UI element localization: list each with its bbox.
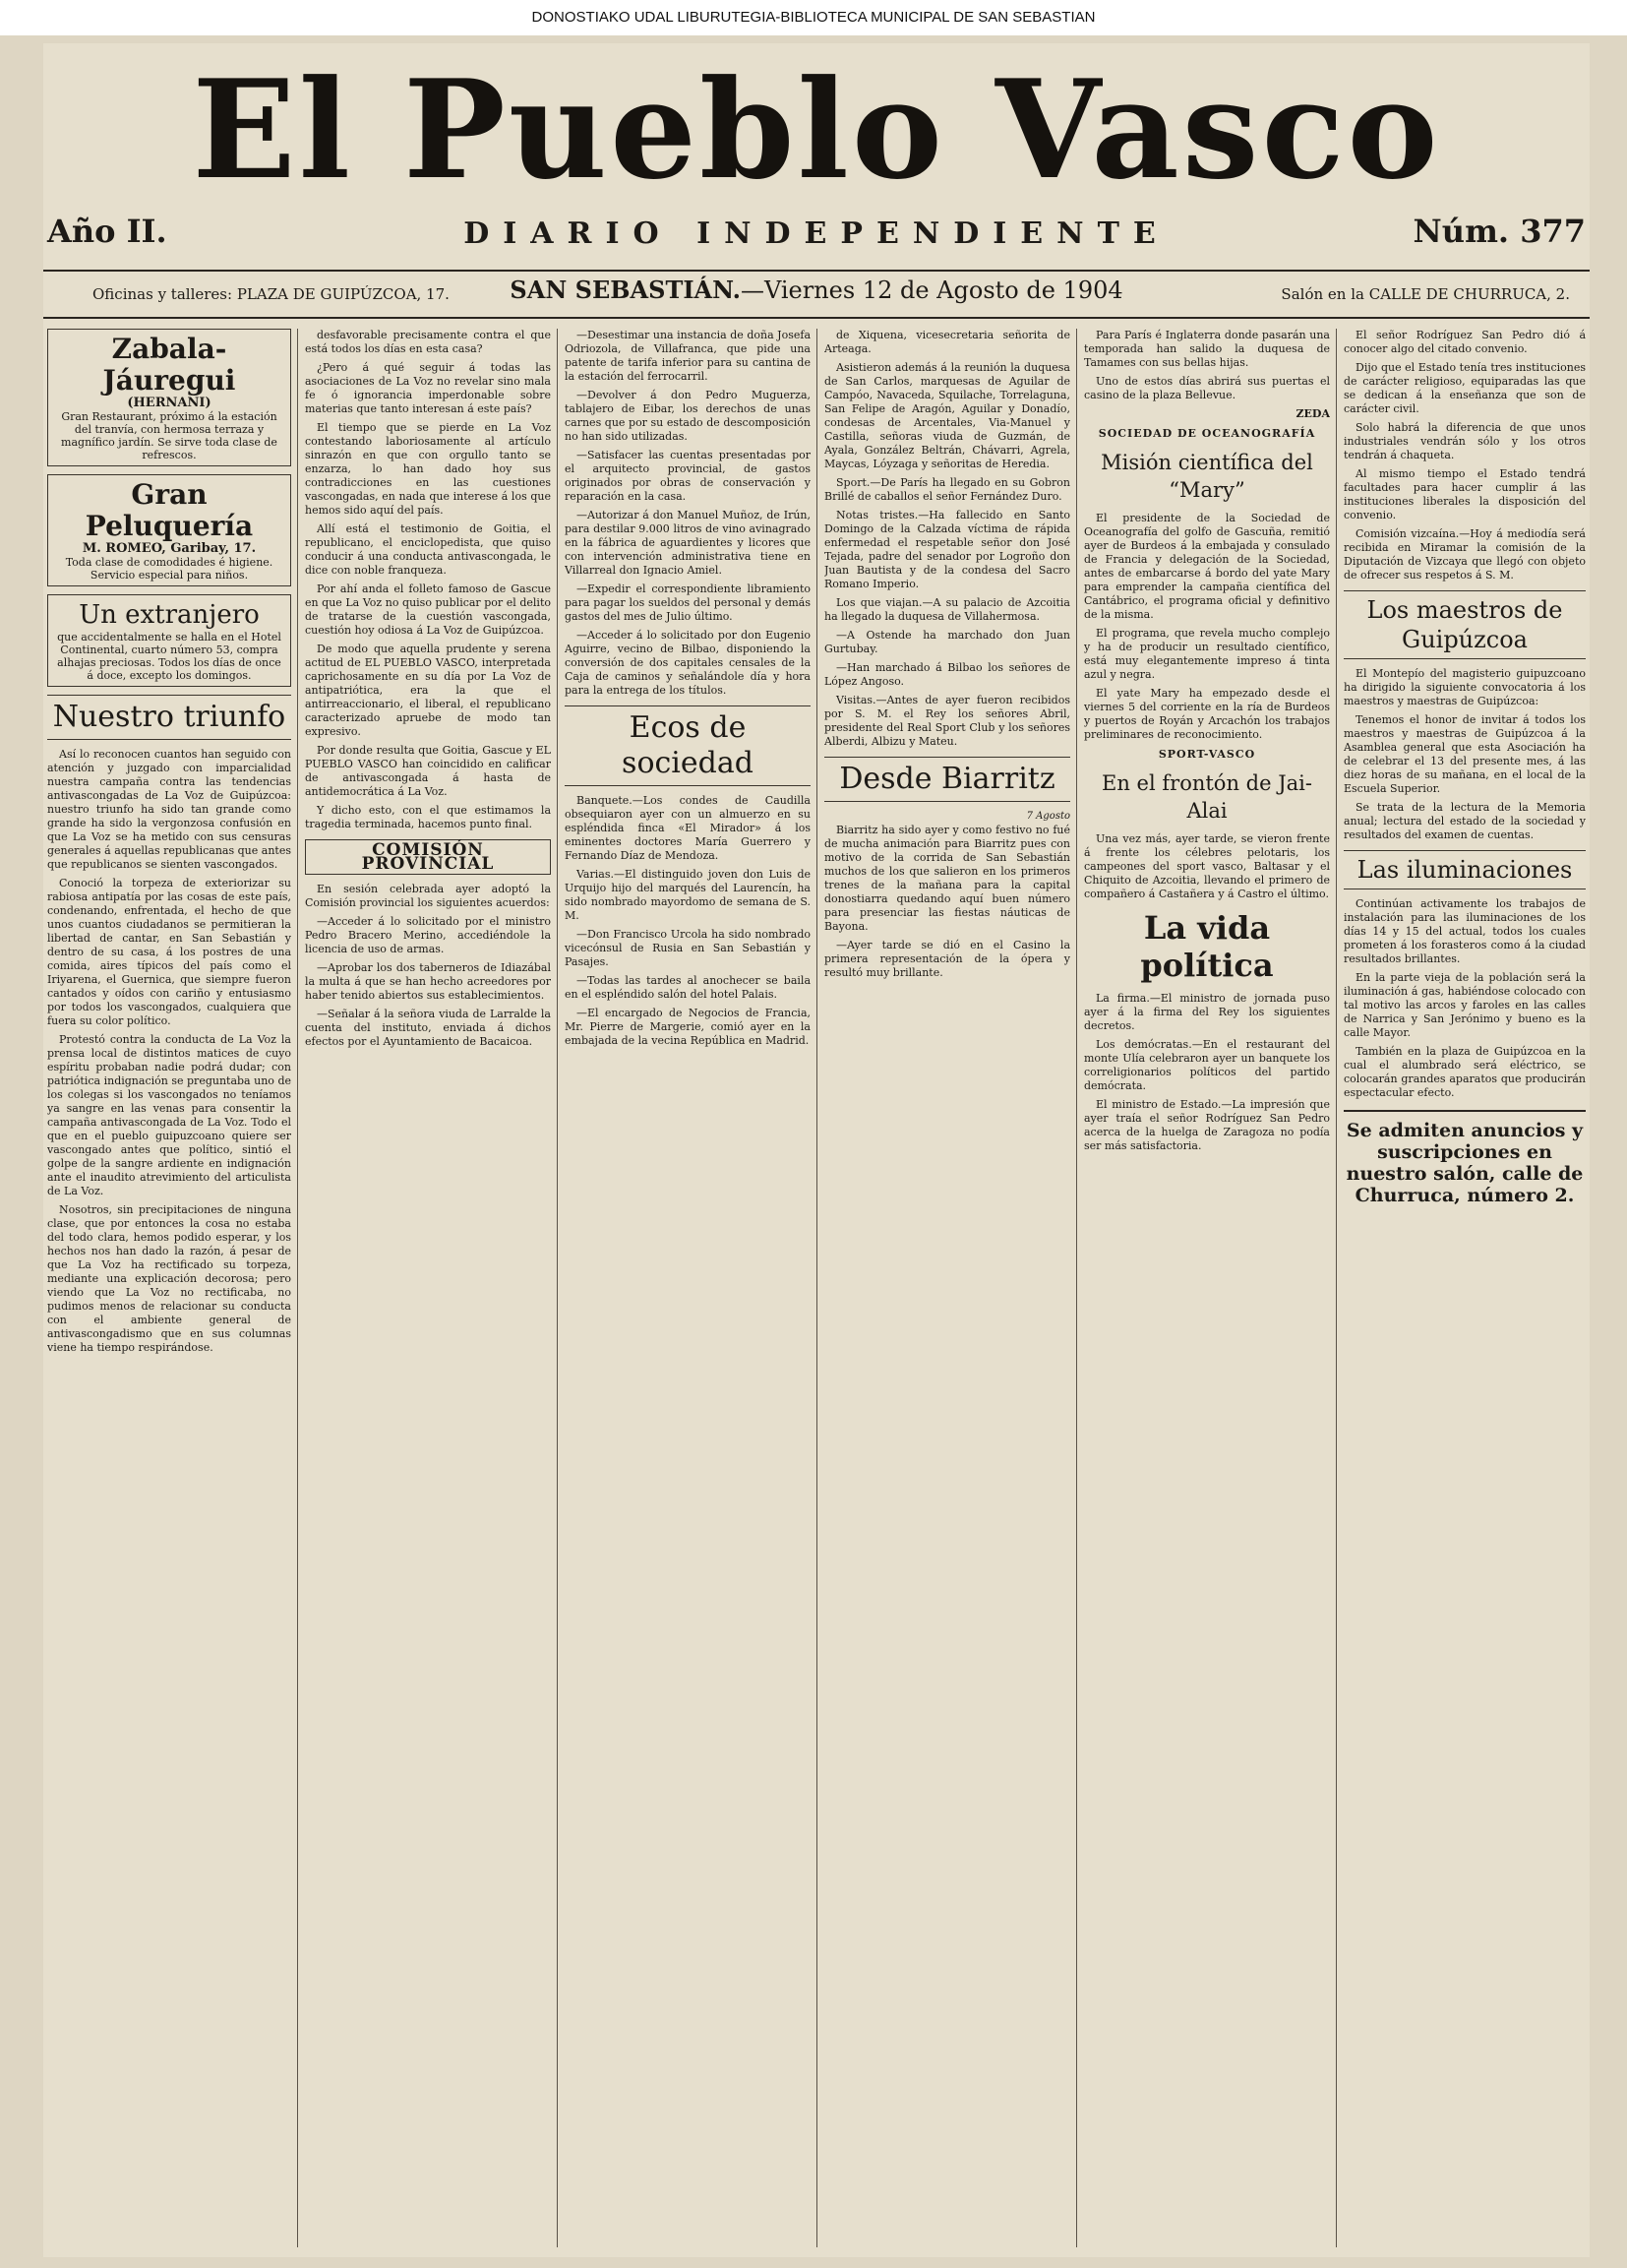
headline-iluminaciones: Las iluminaciones <box>1344 850 1586 889</box>
column-divider <box>557 329 558 2247</box>
masthead-subtitle: DIARIO INDEPENDIENTE <box>463 216 1170 251</box>
headline-desde-biarritz: Desde Biarritz <box>824 757 1070 802</box>
paragraph: Así lo reconocen cuantos han seguido con atención y juzgado con imparcialidad nuestra campaña contra las tendencias antivascongadas de La Voz de Guipúzcoa: nuestro triunfo ha sido tan grande como grande ha sido la vergonzosa confusión en que La Voz se ha metido con sus censuras generales á aquellas republicanas que antes que republicanos se sienten vascongados. <box>47 748 291 871</box>
paragraph: Sport.—De París ha llegado en su Gobron Brillé de caballos el señor Fernández Duro. <box>824 476 1070 503</box>
paragraph: —El encargado de Negocios de Francia, Mr. Pierre de Margerie, comió ayer en la embajada de la vecina República en Madrid. <box>565 1007 811 1047</box>
archive-header: DONOSTIAKO UDAL LIBURUTEGIA-BIBLIOTECA MUNICIPAL DE SAN SEBASTIAN <box>0 0 1627 35</box>
paragraph: El tiempo que se pierde en La Voz contestando laboriosamente al artículo sinrazón en que con orgullo tanto se enzarza, lo han dado hoy sus contradicciones en las cuestiones vascongadas, en nada que interese á los que hemos sido aquí del país. <box>305 421 551 517</box>
paragraph: Nosotros, sin precipitaciones de ninguna clase, que por entonces la cosa no estaba del todo clara, hemos podido esperar, y los hechos nos han dado la razón, á pesar de que La Voz ha rectificado su torpeza, mediante una explicación decorosa; pero viendo que La Voz no rectificaba, no pudimos menos de relacionar su conducta con el ambiente general de antivascongadismo que en sus columnas viene ha tiempo respirándose. <box>47 1203 291 1354</box>
ad-title: Zabala-Jáuregui <box>102 333 236 397</box>
paragraph: —Don Francisco Urcola ha sido nombrado vicecónsul de Rusia en San Sebastián y Pasajes. <box>565 928 811 968</box>
column-4 <box>824 329 1070 2247</box>
headline-ecos-de-sociedad: Ecos de sociedad <box>565 705 811 786</box>
paragraph: de Xiquena, vicesecretaria señorita de Arteaga. <box>824 329 1070 355</box>
paragraph: Tenemos el honor de invitar á todos los maestros y maestras de Guipúzcoa á la Asamblea general que esta Asociación ha de celebrar el 13 del presente mes, á las diez horas de su mañana, en el local de la Escuela Superior. <box>1344 713 1586 795</box>
dateline-date: —Viernes 12 de Agosto de 1904 <box>740 276 1123 304</box>
paragraph: El programa, que revela mucho complejo y ha de producir un resultado científico, está muy elegantemente impreso á tinta azul y negra. <box>1084 627 1330 681</box>
headline-vida-politica: La vida política <box>1140 909 1274 984</box>
dateline-city: SAN SEBASTIÁN. <box>510 276 741 304</box>
column-3 <box>565 329 811 2247</box>
masthead-rule <box>43 270 1590 272</box>
paragraph: También en la plaza de Guipúzcoa en la cual el alumbrado será eléctrico, se colocarán grandes aparatos que producirán espectacular efecto. <box>1344 1045 1586 1099</box>
paragraph: —Ayer tarde se dió en el Casino la primera representación de la ópera y resultó muy brillante. <box>824 939 1070 979</box>
paragraph: El yate Mary ha empezado desde el viernes 5 del corriente en la ría de Burdeos y puertos de Royán y Arcachón los trabajos preliminares de reconocimiento. <box>1084 687 1330 741</box>
paragraph: Por ahí anda el folleto famoso de Gascue en que La Voz no quiso publicar por el delito de tratarse de la cuestión vascongada, cuestión hoy odiosa á La Voz de Guipúzcoa. <box>305 582 551 637</box>
paragraph: Una vez más, ayer tarde, se vieron frente á frente los célebres pelotaris, los campeones del sport vasco, Baltasar y el Chiquito de Azcoitia, llevando el primero de compañero á Castañera y á Castro el último. <box>1084 832 1330 900</box>
column-divider <box>1336 329 1337 2247</box>
article-dateline: 7 Agosto <box>1026 811 1070 822</box>
ad-peluqueria <box>47 474 291 586</box>
paragraph: —Autorizar á don Manuel Muñoz, de Irún, para destilar 9.000 litros de vino avinagrado en la fábrica de aguardientes y licores que con intervención administrativa tiene en Villarreal don Ignacio Amiel. <box>565 509 811 577</box>
closing-advertisement: Se admiten anuncios y suscripciones en nuestro salón, calle de Churruca, número 2. <box>1344 1110 1586 1206</box>
article-columns <box>43 329 1590 2247</box>
paragraph: —Todas las tardes al anochecer se baila en el espléndido salón del hotel Palais. <box>565 974 811 1001</box>
paragraph: Banquete.—Los condes de Caudilla obsequiaron ayer con un almuerzo en su espléndida finca «El Mirador» á los eminentes doctores María Guerrero y Fernando Díaz de Mendoza. <box>565 794 811 862</box>
paragraph: Conoció la torpeza de exteriorizar su rabiosa antipatía por las cosas de este país, condenando, enfrentada, el hecho de que unos cuantos ciudadanos se permitieran la libertad de cantar, en San Sebastián y dentro de su casa, á los postres de una comida, aires típicos del país como el Iriyarena, el Guernica, que siempre fueron cantados y oídos con cariño y entusiasmo por todos los vascongados, cualquiera que fuera su color político. <box>47 877 291 1027</box>
ad-title: Un extranjero <box>79 600 260 630</box>
paragraph: —Devolver á don Pedro Muguerza, tablajero de Eibar, los derechos de unas carnes que por su estado de descomposición no han sido utilizadas. <box>565 389 811 443</box>
paragraph: Biarritz ha sido ayer y como festivo no fué de mucha animación para Biarritz pues con motivo de la corrida de San Sebastián muchos de los que salieron en los primeros trenes de la mañana para la capital donostiarra quedando aquí buen número para presenciar las fiestas náuticas de Bayona. <box>824 824 1070 933</box>
headline-nuestro-triunfo: Nuestro triunfo <box>47 695 291 740</box>
paragraph: En sesión celebrada ayer adoptó la Comisión provincial los siguientes acuerdos: <box>305 883 551 909</box>
headline-maestros-guipuzcoa: Los maestros de Guipúzcoa <box>1344 590 1586 659</box>
paragraph: Solo habrá la diferencia de que unos industriales vendrán sólo y los otros tendrán á chaqueta. <box>1344 421 1586 461</box>
paragraph: El ministro de Estado.—La impresión que ayer traía el señor Rodríguez San Pedro acerca de la huelga de Zaragoza no podía ser más satisfactoria. <box>1084 1098 1330 1152</box>
section-label: SOCIEDAD DE OCEANOGRAFÍA <box>1098 427 1316 440</box>
column-divider <box>1076 329 1077 2247</box>
issue-row <box>43 213 1590 268</box>
offices-address: Oficinas y talleres: PLAZA DE GUIPÚZCOA, 17. <box>92 285 450 303</box>
info-rule <box>43 317 1590 319</box>
paragraph: ¿Pero á qué seguir á todas las asociaciones de La Voz no revelar sino mala fe ó ignorancia imperdonable sobre materias que tanto interesan á este país? <box>305 361 551 415</box>
paragraph: Dijo que el Estado tenía tres instituciones de carácter religioso, equiparadas las que se dedican á la enseñanza que son de carácter civil. <box>1344 361 1586 415</box>
paragraph: La firma.—El ministro de jornada puso ayer á la firma del Rey los siguientes decretos. <box>1084 992 1330 1032</box>
ad-text: que accidentalmente se halla en el Hotel Continental, cuarto número 53, compra alhajas preciosas. Todos los días de once á doce, excepto los domingos. <box>57 631 281 682</box>
salon-address: Salón en la CALLE DE CHURRUCA, 2. <box>1281 285 1570 303</box>
headline-fronton-jai-alai: En el frontón de Jai-Alai <box>1102 771 1312 823</box>
column-divider <box>816 329 817 2247</box>
paragraph: Protestó contra la conducta de La Voz la prensa local de distintos matices de cuyo espíritu probaban nadie podrá dudar; con patriótica indignación se preguntaba uno de los colegas si los vascongados no teníamos ya sangre en las venas para consentir la campaña antivascongada de La Voz. Todo el que en el pueblo guipuzcoano quiere ser vascongado antes que político, sintió el golpe de la sangre ardiente en indignación ante el inaudito atrevimiento del articulista de La Voz. <box>47 1033 291 1197</box>
issue-year: Año II. <box>47 213 167 250</box>
paragraph: Visitas.—Antes de ayer fueron recibidos por S. M. el Rey los señores Abril, presidente del Real Sport Club y los señores Alberdi, Albizu y Mateu. <box>824 694 1070 748</box>
ad-text: Toda clase de comodidades é higiene. Servicio especial para niños. <box>65 556 273 582</box>
paragraph: Los demócratas.—En el restaurant del monte Ulía celebraron ayer un banquete los correligionarios políticos del partido demócrata. <box>1084 1038 1330 1092</box>
paragraph: De modo que aquella prudente y serena actitud de EL PUEBLO VASCO, interpretada caprichosamente en su día por La Voz de antipatriótica, era la que el antirreaccionario, el liberal, el republicano caracterizado apruebe de modo tan expresivo. <box>305 643 551 738</box>
paragraph: —A Ostende ha marchado don Juan Gurtubay. <box>824 629 1070 655</box>
section-label: SPORT-VASCO <box>1158 748 1256 761</box>
paragraph: Comisión vizcaína.—Hoy á mediodía será recibida en Miramar la comisión de la Diputación de Vizcaya que llegó con objeto de ofrecer sus respetos á S. M. <box>1344 527 1586 582</box>
paragraph: Allí está el testimonio de Goitia, el republicano, el enciclopedista, que quiso conducir á una conducta antivascongada, le dice con noble franqueza. <box>305 522 551 577</box>
headline-mision-cientifica: Misión científica del “Mary” <box>1101 451 1313 502</box>
paragraph: —Aprobar los dos taberneros de Idiazábal la multa á que se han hecho acreedores por haber tenido abiertos sus establecimientos. <box>305 961 551 1002</box>
paragraph: —Satisfacer las cuentas presentadas por el arquitecto provincial, de gastos originados por obras de conservación y reparación en la casa. <box>565 449 811 503</box>
paragraph: —Desestimar una instancia de doña Josefa Odriozola, de Villafranca, que pide una patente de tarifa inferior para su cantina de la estación del ferrocarril. <box>565 329 811 383</box>
paragraph: Uno de estos días abrirá sus puertas el casino de la plaza Bellevue. <box>1084 375 1330 401</box>
masthead-title: El Pueblo Vasco <box>192 49 1441 210</box>
paragraph: —Acceder á lo solicitado por el ministro Pedro Bracero Merino, accediéndole la licencia de uso de armas. <box>305 915 551 955</box>
paragraph: Continúan activamente los trabajos de instalación para las iluminaciones de los días 14 y 15 del actual, todos los cuales prometen á los forasteros como á la ciudad resultados brillantes. <box>1344 897 1586 965</box>
paragraph: Para París é Inglaterra donde pasarán una temporada han salido la duquesa de Tamames con sus bellas hijas. <box>1084 329 1330 369</box>
paragraph: desfavorable precisamente contra el que está todos los días en esta casa? <box>305 329 551 355</box>
paragraph: Al mismo tiempo el Estado tendrá facultades para hacer cumplir á las instituciones liberales la disposición del convenio. <box>1344 467 1586 521</box>
paragraph: Por donde resulta que Goitia, Gascue y EL PUEBLO VASCO han coincidido en calificar de antivascongada á hasta de antidemocrática á La Voz. <box>305 744 551 798</box>
column-1 <box>47 329 291 2247</box>
column-divider <box>297 329 298 2247</box>
paragraph: —Acceder á lo solicitado por don Eugenio Aguirre, vecino de Bilbao, disponiendo la conversión de dos capitales censales de la Caja de caminos y señalándole día y hora para la entrega de los títulos. <box>565 629 811 697</box>
ad-subtitle: (HERNANI) <box>127 396 211 410</box>
paragraph: Los que viajan.—A su palacio de Azcoitia ha llegado la duquesa de Villahermosa. <box>824 596 1070 623</box>
issue-number: Núm. 377 <box>1413 213 1586 250</box>
paragraph: —Expedir el correspondiente libramiento para pagar los sueldos del personal y demás gastos del mes de Julio último. <box>565 582 811 623</box>
column-5 <box>1084 329 1330 2247</box>
paragraph: El presidente de la Sociedad de Oceanografía del golfo de Gascuña, remitió ayer de Burdeos á la embajada y consulado de Francia y delegación de la Sociedad, antes de embarcarse á bordo del yate Mary para emprender la campaña científica del Cantábrico, el programa oficial y definitivo de la misma. <box>1084 512 1330 621</box>
paragraph: El Montepío del magisterio guipuzcoano ha dirigido la siguiente convocatoria á los maestros y maestras de Guipúzcoa: <box>1344 667 1586 707</box>
paragraph: Notas tristes.—Ha fallecido en Santo Domingo de la Calzada víctima de rápida enfermedad el respetable señor don José Tejada, padre del senador por Logroño don Juan Bautista y de la condesa del Sacro Romano Imperio. <box>824 509 1070 590</box>
paragraph: Varias.—El distinguido joven don Luis de Urquijo hijo del marqués del Laurencín, ha sido nombrado mayordomo de semana de S. M. <box>565 868 811 922</box>
paragraph: Asistieron además á la reunión la duquesa de San Carlos, marquesas de Aguilar de Campóo, Navaceda, Squilache, Torrelaguna, San Felipe de Aragón, Aguilar y Donadío, condesas de Arcentales, Via-Manuel y Castilla, señoras viuda de Guzmán, de Ayala, González Beltrán, Chávarri, Agrela, Maycas, Lóyzaga y señoritas de Heredia. <box>824 361 1070 470</box>
paragraph: Y dicho esto, con el que estimamos la tragedia terminada, hacemos punto final. <box>305 804 551 830</box>
ad-zabala <box>47 329 291 466</box>
signature: ZEDA <box>1296 407 1330 420</box>
paragraph: —Señalar á la señora viuda de Larralde la cuenta del instituto, enviada á dichos efectos por el Ayuntamiento de Bacaicoa. <box>305 1008 551 1048</box>
ad-title: Gran Peluquería <box>85 478 254 542</box>
headline-comision-provincial: COMISIÓN PROVINCIAL <box>305 839 551 875</box>
ad-subtitle: M. ROMEO, Garibay, 17. <box>82 541 257 556</box>
ad-text: Gran Restaurant, próximo á la estación del tranvía, con hermosa terraza y magnífico jardín. Se sirve toda clase de refrescos. <box>61 410 277 461</box>
info-row <box>43 274 1590 313</box>
column-6 <box>1344 329 1586 2247</box>
ad-extranjero <box>47 594 291 687</box>
paragraph: El señor Rodríguez San Pedro dió á conocer algo del citado convenio. <box>1344 329 1586 355</box>
paragraph: En la parte vieja de la población será la iluminación á gas, habiéndose colocado con tal motivo las arcos y faroles en las calles de Narrica y San Jerónimo y bueno es la calle Mayor. <box>1344 971 1586 1039</box>
paragraph: Se trata de la lectura de la Memoria anual; lectura del estado de la sociedad y resultados del examen de cuentas. <box>1344 801 1586 841</box>
newspaper-page <box>43 43 1590 2257</box>
column-2 <box>305 329 551 2247</box>
paragraph: —Han marchado á Bilbao los señores de López Angoso. <box>824 661 1070 688</box>
